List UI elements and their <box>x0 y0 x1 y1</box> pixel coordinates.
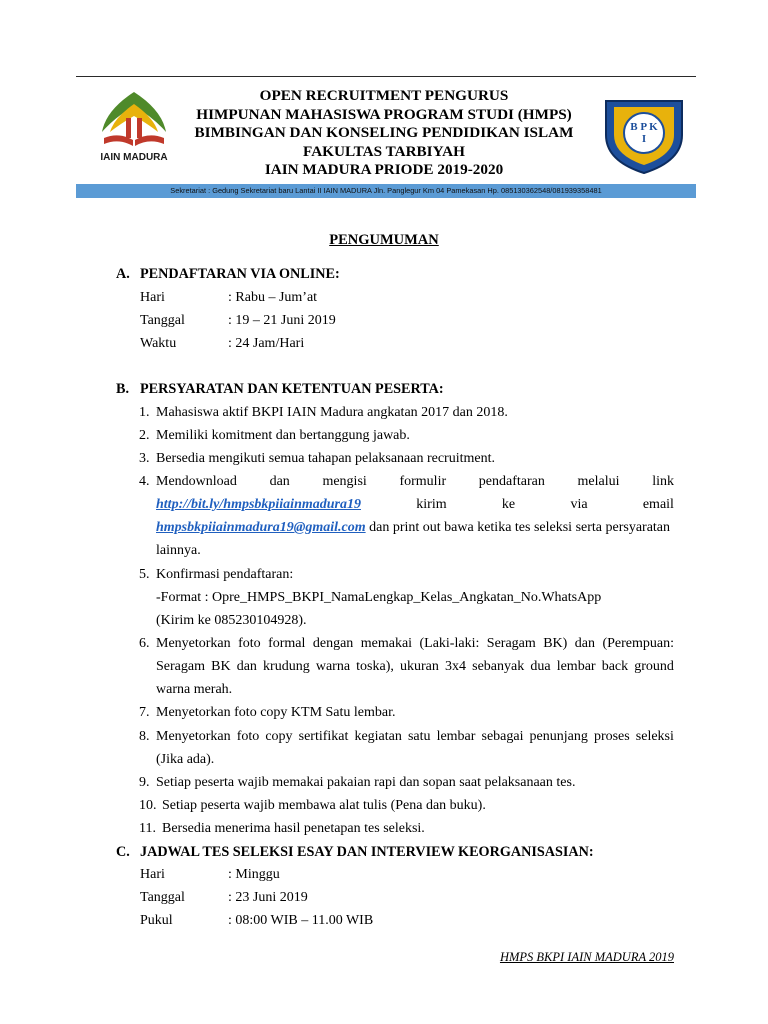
word: foto <box>238 636 261 651</box>
row-value: : Minggu <box>228 867 280 882</box>
section-a-row <box>140 313 336 329</box>
section-c-title: JADWAL TES SELEKSI ESAY DAN INTERVIEW KEORGANISASIAN: <box>140 844 594 860</box>
word: lembar <box>436 729 476 744</box>
shield-letters: B P K I <box>630 121 658 145</box>
word: kegiatan <box>354 729 402 744</box>
registration-link[interactable]: http://bit.ly/hmpsbkpiiainmadura19 <box>156 497 361 512</box>
list-number: 8. <box>139 729 150 744</box>
list-number: 11. <box>139 821 156 836</box>
section-c-letter: C. <box>116 844 130 860</box>
list-item-text: dan print out bawa ketika tes seleksi serta persyaratan <box>365 520 671 535</box>
word: formal <box>268 636 306 651</box>
word: warna <box>315 659 351 674</box>
word: foto <box>236 729 260 744</box>
word: penunjang <box>529 729 588 744</box>
word: memakai <box>360 636 413 651</box>
section-c-row <box>140 890 308 906</box>
secretariat-text: Sekretariat : Gedung Sekretariat baru Lantai II IAIN MADURA Jln. Panglegur Km 04 Pamekasan Hp. 085130362548/081939358481 <box>170 186 602 195</box>
word: Menyetorkan <box>156 636 231 651</box>
word: dan <box>574 636 595 651</box>
list-item-line <box>156 497 674 513</box>
word: back <box>601 659 629 674</box>
word: email <box>642 497 674 512</box>
row-value: : Rabu – Jum’at <box>228 290 318 305</box>
word: pendaftaran <box>478 474 545 489</box>
word: proses <box>593 729 630 744</box>
row-key: Pukul <box>140 913 173 928</box>
word: Seragam <box>156 659 205 674</box>
header-rule-top <box>76 76 696 77</box>
word: copy <box>265 729 293 744</box>
section-a-heading <box>116 266 340 283</box>
list-number: 6. <box>139 636 150 651</box>
word: ukuran <box>400 659 439 674</box>
header-line-5: IAIN MADURA PRIODE 2019-2020 <box>264 161 504 178</box>
list-number: 7. <box>139 705 150 720</box>
word: sebanyak <box>472 659 525 674</box>
header-line-4: FAKULTAS TARBIYAH <box>303 142 465 160</box>
word: mengisi <box>322 474 367 489</box>
word: Mendownload <box>156 474 237 489</box>
secretariat-bar <box>76 184 696 198</box>
word: melalui <box>577 474 620 489</box>
row-key: Hari <box>140 867 165 882</box>
list-item: Setiap peserta wajib membawa alat tulis (Pena dan buku). <box>162 798 486 813</box>
list-number: 3. <box>139 451 150 466</box>
word: BK <box>211 659 231 674</box>
list-item-line <box>156 729 674 745</box>
section-c-heading <box>116 844 594 861</box>
list-item-line <box>156 474 674 490</box>
row-key: Hari <box>140 290 165 305</box>
word: ground <box>634 659 674 674</box>
list-number: 1. <box>139 405 150 420</box>
row-key: Tanggal <box>140 313 185 328</box>
row-value: : 23 Juni 2019 <box>228 890 308 905</box>
header-line-2: HIMPUNAN MAHASISWA PROGRAM STUDI (HMPS) <box>196 105 572 123</box>
word: (Perempuan: <box>602 636 674 651</box>
word: toska), <box>356 659 394 674</box>
email-link[interactable]: hmpsbkpiiainmadura19@gmail.com <box>156 520 366 535</box>
word: krudung <box>263 659 310 674</box>
list-item: Menyetorkan foto copy KTM Satu lembar. <box>156 705 396 720</box>
section-b-letter: B. <box>116 381 130 397</box>
header-title-block <box>150 87 618 180</box>
section-a-row <box>140 336 304 352</box>
word: ke <box>501 497 516 512</box>
section-b-heading <box>116 381 444 398</box>
list-item-line <box>156 636 674 652</box>
word: dan <box>236 659 257 674</box>
list-item: Konfirmasi pendaftaran: <box>156 567 294 582</box>
word: satu <box>407 729 431 744</box>
word: sebagai <box>481 729 524 744</box>
word: Seragam <box>486 636 536 651</box>
word: 3x4 <box>445 659 467 674</box>
list-number: 5. <box>139 567 150 582</box>
word: sertifikat <box>298 729 349 744</box>
row-key: Waktu <box>140 336 177 351</box>
word: dua <box>530 659 551 674</box>
header-line-1: OPEN RECRUITMENT PENGURUS <box>259 87 509 104</box>
word: BK) <box>543 636 568 651</box>
list-item-line: warna merah. <box>156 682 233 697</box>
list-item: Memiliki komitment dan bertanggung jawab. <box>156 428 410 443</box>
word: link <box>652 474 674 489</box>
row-value: : 24 Jam/Hari <box>228 336 305 351</box>
list-item: Setiap peserta wajib memakai pakaian rapi dan sopan saat pelaksanaan tes. <box>156 775 576 790</box>
bkpi-shield-logo <box>602 95 686 175</box>
list-item: Bersedia menerima hasil penetapan tes seleksi. <box>162 821 425 836</box>
list-item: Bersedia mengikuti semua tahapan pelaksanaan recruitment. <box>156 451 495 466</box>
word: (Laki-laki: <box>419 636 480 651</box>
left-logo-text: IAIN MADURA <box>100 152 168 163</box>
word: Menyetorkan <box>156 729 231 744</box>
word: via <box>570 497 588 512</box>
word: lembar <box>556 659 596 674</box>
row-value: : 08:00 WIB – 11.00 WIB <box>228 913 374 928</box>
section-c-row <box>140 867 280 883</box>
list-number: 2. <box>139 428 150 443</box>
page-title: PENGUMUMAN <box>329 232 439 248</box>
list-item-line <box>156 659 674 675</box>
word: formulir <box>399 474 447 489</box>
list-item: Mahasiswa aktif BKPI IAIN Madura angkatan 2017 dan 2018. <box>156 405 508 420</box>
word: kirim <box>416 497 447 512</box>
list-item-line: lainnya. <box>156 543 201 558</box>
list-number: 4. <box>139 474 150 489</box>
list-item-line <box>156 520 670 536</box>
word: dan <box>269 474 290 489</box>
word: seleksi <box>635 729 674 744</box>
section-b-title: PERSYARATAN DAN KETENTUAN PESERTA: <box>140 381 444 397</box>
word: dengan <box>312 636 354 651</box>
list-number: 10. <box>139 798 157 813</box>
row-key: Tanggal <box>140 890 185 905</box>
list-item-line: (Jika ada). <box>156 752 215 767</box>
section-a-row <box>140 290 317 306</box>
section-c-row <box>140 913 373 929</box>
header-line-3: BIMBINGAN DAN KONSELING PENDIDIKAN ISLAM <box>194 124 574 141</box>
section-a-letter: A. <box>116 266 130 282</box>
section-a-title: PENDAFTARAN VIA ONLINE: <box>140 266 340 282</box>
list-item-line: -Format : Opre_HMPS_BKPI_NamaLengkap_Kelas_Angkatan_No.WhatsApp <box>156 590 602 605</box>
list-number: 9. <box>139 775 150 790</box>
footer-signature: HMPS BKPI IAIN MADURA 2019 <box>499 950 674 964</box>
list-item-line: (Kirim ke 085230104928). <box>156 613 307 628</box>
row-value: : 19 – 21 Juni 2019 <box>228 313 336 328</box>
